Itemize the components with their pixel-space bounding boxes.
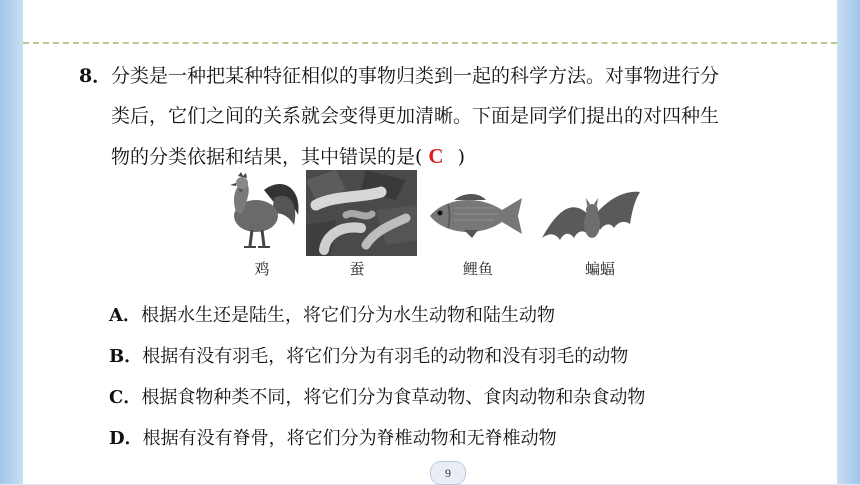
silkworm-icon <box>306 170 417 256</box>
option-d-label: D． <box>109 428 143 449</box>
question-number: 8． <box>79 65 112 87</box>
question-text-1: 分类是一种把某种特征相似的事物归类到一起的科学方法。对事物进行分 <box>111 65 720 87</box>
question-line-3 <box>79 136 819 177</box>
question-block <box>79 56 819 177</box>
left-border <box>0 0 23 484</box>
option-b <box>109 336 809 377</box>
bat-icon <box>540 186 642 248</box>
option-c-text: 根据食物种类不同，将它们分为食草动物、食肉动物和杂食动物 <box>141 387 646 408</box>
question-line-2 <box>79 96 819 136</box>
option-d-text: 根据有没有脊骨，将它们分为脊椎动物和无脊椎动物 <box>142 428 557 449</box>
caption-silkworm: 蚕 <box>349 260 365 278</box>
header-divider <box>23 42 837 44</box>
option-c <box>109 377 809 418</box>
options-list <box>109 295 809 459</box>
option-b-text: 根据有没有羽毛，将它们分为有羽毛的动物和没有羽毛的动物 <box>142 346 629 367</box>
page-number: 9 <box>430 461 466 485</box>
option-b-label: B． <box>109 346 143 367</box>
question-text-3-end: ) <box>457 146 466 168</box>
caption-carp: 鲤鱼 <box>462 260 494 278</box>
question-text-2: 类后，它们之间的关系就会变得更加清晰。下面是同学们提出的对四种生 <box>111 105 720 127</box>
answer-mark: C <box>428 144 444 168</box>
caption-bat: 蝙蝠 <box>584 260 616 278</box>
option-c-label: C． <box>109 387 142 408</box>
question-text-3: 物的分类依据和结果，其中错误的是( <box>111 146 423 168</box>
option-a-label: A． <box>109 305 141 326</box>
right-border <box>837 0 860 484</box>
caption-rooster: 鸡 <box>254 260 270 278</box>
option-a <box>109 295 809 336</box>
carp-icon <box>424 192 528 240</box>
question-line-1 <box>79 56 819 96</box>
option-d <box>109 418 809 459</box>
option-a-text: 根据水生还是陆生，将它们分为水生动物和陆生动物 <box>140 305 555 326</box>
rooster-icon <box>214 170 304 252</box>
